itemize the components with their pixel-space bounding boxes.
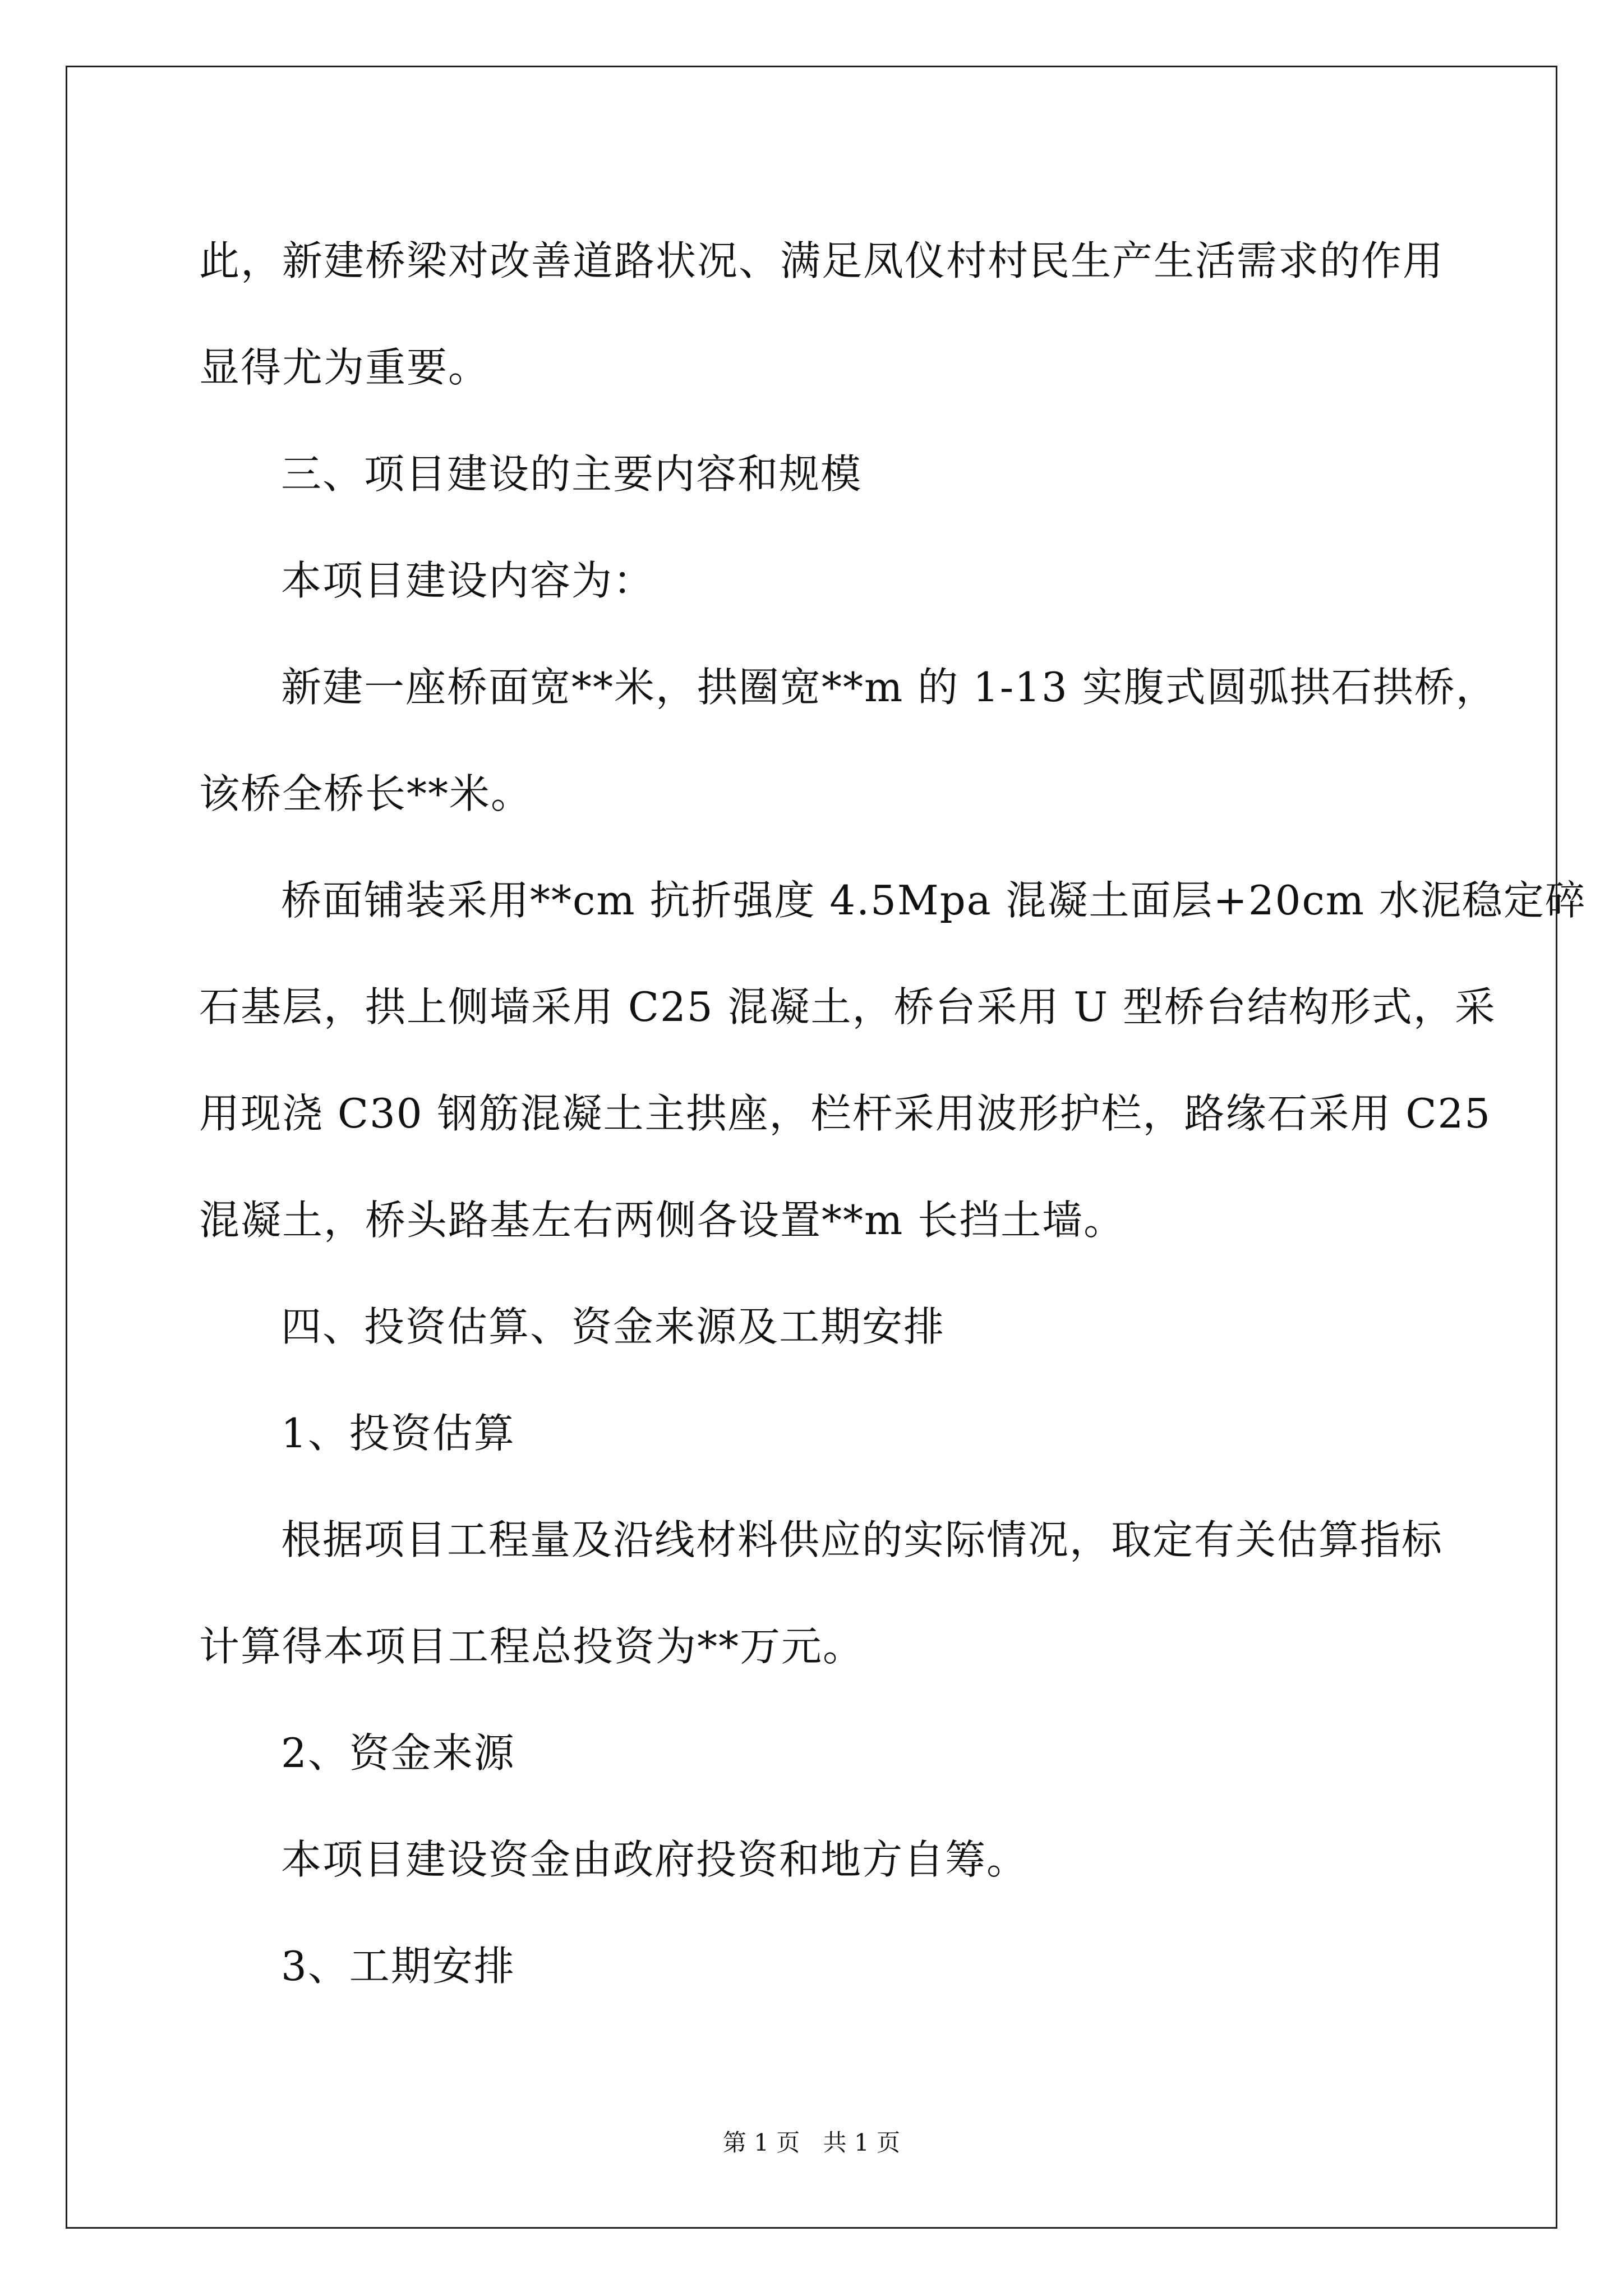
paragraph-line: 混凝土，桥头路基左右两侧各设置**m 长挡土墙。 (199, 1197, 1126, 1244)
section-heading: 四、投资估算、资金来源及工期安排 (281, 1303, 946, 1350)
paragraph-line: 石基层，拱上侧墙采用 C25 混凝土，桥台采用 U 型桥台结构形式，采 (199, 983, 1496, 1030)
section-heading: 三、项目建设的主要内容和规模 (281, 450, 863, 498)
paragraph-line: 新建一座桥面宽**米，拱圈宽**m 的 1-13 实腹式圆弧拱石拱桥， (281, 664, 1497, 711)
paragraph-line: 此，新建桥梁对改善道路状况、满足凤仪村村民生产生活需求的作用 (199, 237, 1445, 284)
subsection-heading: 3、工期安排 (281, 1943, 515, 1990)
subsection-heading: 1、投资估算 (281, 1410, 515, 1457)
paragraph-line: 该桥全桥长**米。 (199, 770, 533, 817)
paragraph-line: 桥面铺装采用**cm 抗折强度 4.5Mpa 混凝土面层+20cm 水泥稳定碎 (281, 877, 1587, 924)
paragraph-line: 用现浇 C30 钢筋混凝土主拱座，栏杆采用波形护栏，路缘石采用 C25 (199, 1090, 1492, 1137)
page-number-total: 共 1 页 (823, 2129, 901, 2156)
paragraph-line: 根据项目工程量及沿线材料供应的实际情况，取定有关估算指标 (281, 1516, 1444, 1563)
paragraph-line: 本项目建设内容为： (281, 557, 655, 604)
paragraph-line: 显得尤为重要。 (199, 344, 490, 391)
paragraph-line: 计算得本项目工程总投资为**万元。 (199, 1623, 865, 1670)
paragraph-line: 本项目建设资金由政府投资和地方自筹。 (281, 1836, 1029, 1883)
subsection-heading: 2、资金来源 (281, 1729, 515, 1777)
page-footer (0, 2126, 1623, 2160)
document-body (199, 208, 1587, 2019)
page-number-current: 第 1 页 (722, 2129, 800, 2156)
